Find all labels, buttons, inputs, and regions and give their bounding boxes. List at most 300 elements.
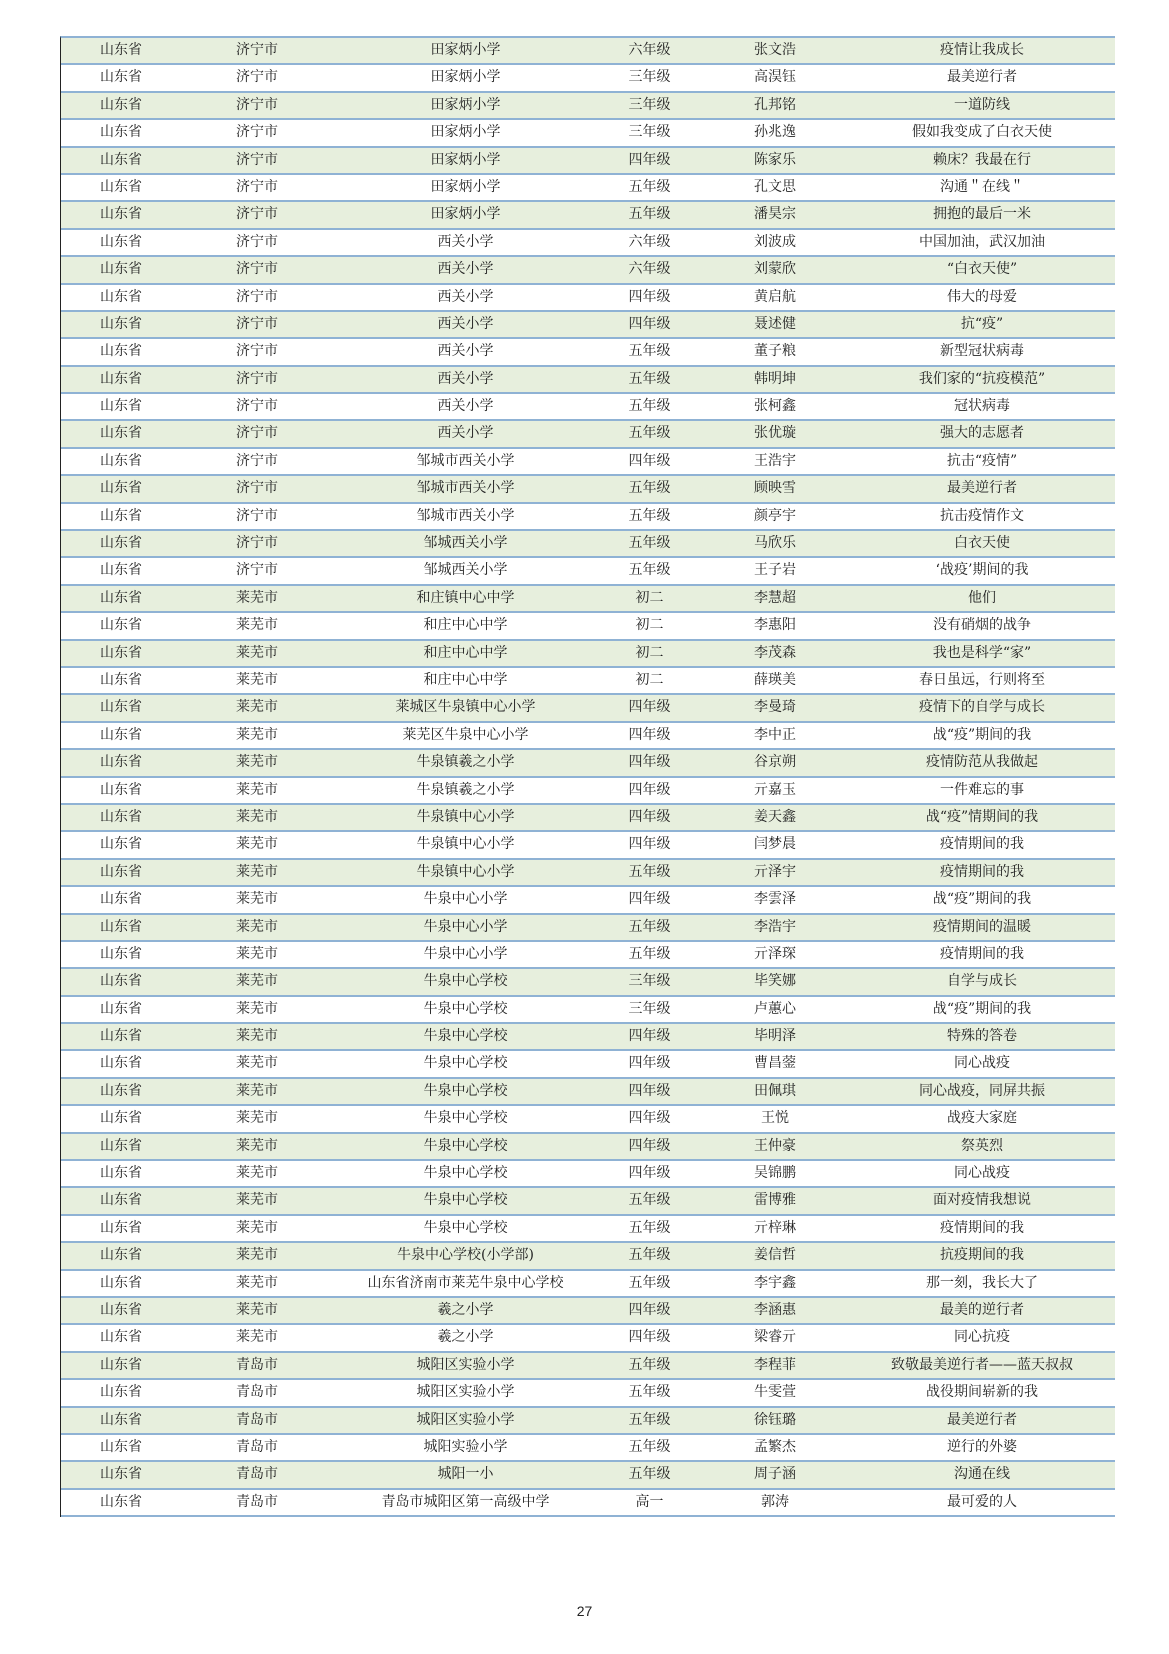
grade-cell: 初二 <box>635 671 664 688</box>
province-cell: 山东省 <box>100 781 142 798</box>
province-cell: 山东省 <box>100 1493 142 1510</box>
essay-title-cell: 伟大的母爱 <box>947 288 1017 305</box>
essay-title-cell: 战“疫”期间的我 <box>932 726 1032 743</box>
grade-cell: 四年级 <box>628 452 671 469</box>
city-cell: 莱芜市 <box>236 699 278 716</box>
grade-cell: 四年级 <box>628 891 671 908</box>
school-cell: 西关小学 <box>437 425 494 442</box>
essay-title-cell: 同心战疫 <box>954 1165 1010 1182</box>
table-row <box>61 1462 1115 1489</box>
school-cell: 田家炳小学 <box>430 151 501 168</box>
student-name-cell: 张文浩 <box>754 42 796 58</box>
city-cell: 济宁市 <box>236 343 278 360</box>
student-name-cell: 亓泽琛 <box>754 945 796 962</box>
grade-cell: 四年级 <box>628 754 671 771</box>
table-row <box>61 778 1115 805</box>
student-name-cell: 刘蒙欣 <box>754 261 796 278</box>
grade-cell: 五年级 <box>628 398 671 415</box>
essay-title-cell: 致敬最美逆行者——蓝天叔叔 <box>891 1356 1073 1373</box>
table-row <box>61 504 1115 531</box>
student-name-cell: 刘波成 <box>754 233 796 250</box>
city-cell: 济宁市 <box>236 398 278 415</box>
grade-cell: 六年级 <box>628 233 671 250</box>
grade-cell: 四年级 <box>628 151 671 168</box>
grade-cell: 高一 <box>635 1493 664 1510</box>
province-cell: 山东省 <box>100 1411 142 1428</box>
student-name-cell: 张柯鑫 <box>754 398 796 415</box>
grade-cell: 六年级 <box>628 261 671 278</box>
grade-cell: 五年级 <box>628 206 671 223</box>
province-cell: 山东省 <box>100 808 142 825</box>
province-cell: 山东省 <box>100 562 142 579</box>
city-cell: 济宁市 <box>236 535 278 552</box>
table-row <box>61 394 1115 421</box>
essay-title-cell: 他们 <box>968 589 996 606</box>
essay-title-cell: 抗疫期间的我 <box>940 1247 1024 1264</box>
grade-cell: 初二 <box>635 644 664 661</box>
grade-cell: 五年级 <box>628 863 671 880</box>
student-name-cell: 雷博雅 <box>754 1192 796 1209</box>
school-cell: 田家炳小学 <box>430 206 501 223</box>
student-name-cell: 李浩宇 <box>754 918 796 935</box>
city-cell: 莱芜市 <box>236 644 278 661</box>
table-row <box>61 93 1115 120</box>
grade-cell: 六年级 <box>628 42 671 58</box>
table-row <box>61 641 1115 668</box>
table-row <box>61 695 1115 722</box>
school-cell: 牛泉中心学校 <box>423 1110 508 1127</box>
province-cell: 山东省 <box>100 452 142 469</box>
student-name-cell: 颜亭宇 <box>754 507 796 524</box>
essay-title-cell: 一件难忘的事 <box>940 781 1024 798</box>
province-cell: 山东省 <box>100 425 142 442</box>
student-name-cell: 周子涵 <box>754 1466 796 1483</box>
table-row <box>61 175 1115 202</box>
grade-cell: 四年级 <box>628 1110 671 1127</box>
province-cell: 山东省 <box>100 617 142 634</box>
table-row <box>61 65 1115 92</box>
province-cell: 山东省 <box>100 1110 142 1127</box>
student-name-cell: 孟繁杰 <box>754 1438 796 1455</box>
city-cell: 莱芜市 <box>236 781 278 798</box>
school-cell: 牛泉中心小学 <box>423 891 508 908</box>
grade-cell: 四年级 <box>628 726 671 743</box>
table-row <box>61 1271 1115 1298</box>
student-name-cell: 李涵惠 <box>754 1301 796 1318</box>
school-cell: 西关小学 <box>437 288 494 305</box>
grade-cell: 四年级 <box>628 1055 671 1072</box>
city-cell: 济宁市 <box>236 42 278 58</box>
city-cell: 莱芜市 <box>236 589 278 606</box>
school-cell: 山东省济南市莱芜牛泉中心学校 <box>367 1274 564 1291</box>
student-name-cell: 曹昌蓥 <box>754 1055 796 1072</box>
city-cell: 莱芜市 <box>236 1028 278 1045</box>
grade-cell: 三年级 <box>628 69 671 86</box>
table-row <box>61 421 1115 448</box>
grade-cell: 三年级 <box>628 1000 671 1017</box>
essay-title-cell: 那一刻，我长大了 <box>926 1274 1038 1291</box>
city-cell: 济宁市 <box>236 151 278 168</box>
student-name-cell: 毕明泽 <box>754 1028 796 1045</box>
student-name-cell: 韩明坤 <box>754 370 796 387</box>
city-cell: 济宁市 <box>236 288 278 305</box>
grade-cell: 五年级 <box>628 1411 671 1428</box>
school-cell: 田家炳小学 <box>430 178 501 195</box>
grade-cell: 五年级 <box>628 1466 671 1483</box>
city-cell: 莱芜市 <box>236 945 278 962</box>
grade-cell: 四年级 <box>628 1082 671 1099</box>
city-cell: 莱芜市 <box>236 617 278 634</box>
city-cell: 莱芜市 <box>236 1110 278 1127</box>
school-cell: 邹城西关小学 <box>423 535 508 552</box>
grade-cell: 五年级 <box>628 918 671 935</box>
table-row <box>61 1380 1115 1407</box>
grade-cell: 四年级 <box>628 315 671 332</box>
school-cell: 邹城市西关小学 <box>416 452 515 469</box>
grade-cell: 五年级 <box>628 178 671 195</box>
essay-title-cell: ‘战疫’期间的我 <box>935 562 1029 579</box>
province-cell: 山东省 <box>100 699 142 716</box>
student-name-cell: 亓嘉玉 <box>754 781 796 798</box>
province-cell: 山东省 <box>100 1356 142 1373</box>
city-cell: 莱芜市 <box>236 1055 278 1072</box>
table-row <box>61 339 1115 366</box>
essay-title-cell: 逆行的外婆 <box>947 1438 1017 1455</box>
province-cell: 山东省 <box>100 1274 142 1291</box>
school-cell: 邹城市西关小学 <box>416 480 515 497</box>
school-cell: 和庄中心中学 <box>423 617 508 634</box>
table-row <box>61 750 1115 777</box>
province-cell: 山东省 <box>100 96 142 113</box>
city-cell: 莱芜市 <box>236 808 278 825</box>
city-cell: 济宁市 <box>236 425 278 442</box>
student-name-cell: 马欣乐 <box>754 535 796 552</box>
city-cell: 莱芜市 <box>236 726 278 743</box>
school-cell: 西关小学 <box>437 233 494 250</box>
province-cell: 山东省 <box>100 1247 142 1264</box>
city-cell: 莱芜市 <box>236 1192 278 1209</box>
grade-cell: 五年级 <box>628 507 671 524</box>
essay-title-cell: 最美逆行者 <box>947 69 1017 86</box>
school-cell: 莱城区牛泉镇中心小学 <box>395 699 536 716</box>
student-name-cell: 孙兆逸 <box>754 124 796 141</box>
student-name-cell: 李中正 <box>754 726 796 743</box>
student-name-cell: 姜信哲 <box>754 1247 796 1264</box>
essay-title-cell: 假如我变成了白衣天使 <box>912 124 1052 141</box>
grade-cell: 五年级 <box>628 370 671 387</box>
grade-cell: 四年级 <box>628 1028 671 1045</box>
grade-cell: 五年级 <box>628 480 671 497</box>
province-cell: 山东省 <box>100 945 142 962</box>
student-name-cell: 田佩琪 <box>754 1082 796 1099</box>
grade-cell: 四年级 <box>628 1165 671 1182</box>
province-cell: 山东省 <box>100 151 142 168</box>
grade-cell: 四年级 <box>628 1137 671 1154</box>
school-cell: 和庄镇中心中学 <box>416 589 515 606</box>
student-name-cell: 李程菲 <box>754 1356 796 1373</box>
table-row <box>61 285 1115 312</box>
province-cell: 山东省 <box>100 343 142 360</box>
school-cell: 城阳区实验小学 <box>416 1384 515 1401</box>
city-cell: 青岛市 <box>236 1493 278 1510</box>
student-name-cell: 牛雯萱 <box>754 1384 796 1401</box>
school-cell: 和庄中心中学 <box>423 671 508 688</box>
table-row <box>61 668 1115 695</box>
city-cell: 济宁市 <box>236 69 278 86</box>
essay-title-cell: 抗击疫情作文 <box>940 507 1024 524</box>
school-cell: 田家炳小学 <box>430 42 501 58</box>
province-cell: 山东省 <box>100 863 142 880</box>
grade-cell: 三年级 <box>628 973 671 990</box>
school-cell: 牛泉中心小学 <box>423 918 508 935</box>
table-row <box>61 1298 1115 1325</box>
essay-title-cell: 冠状病毒 <box>954 398 1010 415</box>
grade-cell: 四年级 <box>628 808 671 825</box>
school-cell: 牛泉中心学校 <box>423 1000 508 1017</box>
school-cell: 莱芜区牛泉中心小学 <box>402 726 529 743</box>
school-cell: 牛泉镇中心小学 <box>416 808 515 825</box>
table-row <box>61 312 1115 339</box>
school-cell: 邹城市西关小学 <box>416 507 515 524</box>
province-cell: 山东省 <box>100 233 142 250</box>
school-cell: 田家炳小学 <box>430 69 501 86</box>
essay-title-cell: 我们家的“抗疫模范” <box>918 370 1046 387</box>
student-name-cell: 郭涛 <box>761 1493 789 1510</box>
essay-title-cell: 战“疫”期间的我 <box>932 891 1032 908</box>
grade-cell: 四年级 <box>628 699 671 716</box>
school-cell: 西关小学 <box>437 370 494 387</box>
student-name-cell: 薛瑛美 <box>754 671 796 688</box>
school-cell: 牛泉中心小学 <box>423 945 508 962</box>
essay-title-cell: 中国加油，武汉加油 <box>919 233 1045 250</box>
city-cell: 莱芜市 <box>236 1165 278 1182</box>
student-name-cell: 王子岩 <box>754 562 796 579</box>
grade-cell: 四年级 <box>628 1329 671 1346</box>
essay-title-cell: 疫情期间的我 <box>940 863 1024 880</box>
province-cell: 山东省 <box>100 315 142 332</box>
table-row <box>61 915 1115 942</box>
table-row <box>61 860 1115 887</box>
table-row <box>61 257 1115 284</box>
province-cell: 山东省 <box>100 1219 142 1236</box>
student-name-cell: 顾映雪 <box>754 480 796 497</box>
grade-cell: 四年级 <box>628 1301 671 1318</box>
grade-cell: 五年级 <box>628 425 671 442</box>
province-cell: 山东省 <box>100 480 142 497</box>
province-cell: 山东省 <box>100 754 142 771</box>
essay-title-cell: 拥抱的最后一米 <box>933 206 1031 223</box>
essay-title-cell: 最美逆行者 <box>947 1411 1017 1428</box>
essay-title-cell: 同心战疫 <box>954 1055 1010 1072</box>
city-cell: 济宁市 <box>236 206 278 223</box>
table-row <box>61 1408 1115 1435</box>
essay-title-cell: 最美的逆行者 <box>940 1301 1024 1318</box>
school-cell: 牛泉中心学校 <box>423 1137 508 1154</box>
grade-cell: 五年级 <box>628 1356 671 1373</box>
essay-title-cell: 强大的志愿者 <box>940 425 1024 442</box>
province-cell: 山东省 <box>100 288 142 305</box>
province-cell: 山东省 <box>100 1082 142 1099</box>
student-name-cell: 卢蕙心 <box>754 1000 796 1017</box>
student-name-cell: 李宇鑫 <box>754 1274 796 1291</box>
province-cell: 山东省 <box>100 69 142 86</box>
province-cell: 山东省 <box>100 973 142 990</box>
essay-title-cell: 春日虽远，行则将至 <box>919 671 1045 688</box>
essay-title-cell: 疫情期间的我 <box>940 836 1024 853</box>
school-cell: 牛泉中心学校 <box>423 1055 508 1072</box>
grade-cell: 五年级 <box>628 1274 671 1291</box>
student-name-cell: 王浩宇 <box>754 452 796 469</box>
table-row <box>61 1325 1115 1352</box>
table-row <box>61 805 1115 832</box>
school-cell: 城阳区实验小学 <box>416 1356 515 1373</box>
essay-title-cell: 我也是科学“家” <box>932 644 1032 661</box>
city-cell: 济宁市 <box>236 124 278 141</box>
table-row <box>61 1188 1115 1215</box>
essay-title-cell: 战役期间崭新的我 <box>926 1384 1038 1401</box>
city-cell: 济宁市 <box>236 233 278 250</box>
province-cell: 山东省 <box>100 1192 142 1209</box>
province-cell: 山东省 <box>100 726 142 743</box>
school-cell: 牛泉中心学校 <box>423 1192 508 1209</box>
province-cell: 山东省 <box>100 1329 142 1346</box>
school-cell: 城阳区实验小学 <box>416 1411 515 1428</box>
province-cell: 山东省 <box>100 370 142 387</box>
city-cell: 莱芜市 <box>236 863 278 880</box>
table-row <box>61 1051 1115 1078</box>
student-name-cell: 闫梦晨 <box>754 836 796 853</box>
school-cell: 牛泉中心学校 <box>423 1219 508 1236</box>
essay-title-cell: 没有硝烟的战争 <box>933 617 1031 634</box>
school-cell: 西关小学 <box>437 261 494 278</box>
school-cell: 牛泉中心学校 <box>423 1082 508 1099</box>
city-cell: 莱芜市 <box>236 671 278 688</box>
table-row <box>61 1353 1115 1380</box>
city-cell: 莱芜市 <box>236 973 278 990</box>
table-row <box>61 1161 1115 1188</box>
school-cell: 西关小学 <box>437 315 494 332</box>
city-cell: 莱芜市 <box>236 1274 278 1291</box>
school-cell: 田家炳小学 <box>430 96 501 113</box>
city-cell: 莱芜市 <box>236 891 278 908</box>
table-row <box>61 202 1115 229</box>
table-row <box>61 887 1115 914</box>
student-name-cell: 王悦 <box>761 1110 789 1127</box>
essay-title-cell: 祭英烈 <box>961 1137 1003 1154</box>
province-cell: 山东省 <box>100 1055 142 1072</box>
table-row <box>61 120 1115 147</box>
table-row <box>61 367 1115 394</box>
school-cell: 牛泉镇中心小学 <box>416 863 515 880</box>
city-cell: 济宁市 <box>236 315 278 332</box>
province-cell: 山东省 <box>100 124 142 141</box>
province-cell: 山东省 <box>100 206 142 223</box>
table-row <box>61 1243 1115 1270</box>
city-cell: 莱芜市 <box>236 1000 278 1017</box>
student-name-cell: 谷京朔 <box>754 754 796 771</box>
table-row <box>61 997 1115 1024</box>
essay-title-cell: 一道防线 <box>954 96 1010 113</box>
table-row <box>61 969 1115 996</box>
city-cell: 济宁市 <box>236 261 278 278</box>
student-name-cell: 陈家乐 <box>754 151 796 168</box>
student-name-cell: 吴锦鹏 <box>754 1165 796 1182</box>
essay-title-cell: 疫情下的自学与成长 <box>919 699 1045 716</box>
table-row <box>61 832 1115 859</box>
table-row <box>61 531 1115 558</box>
city-cell: 青岛市 <box>236 1384 278 1401</box>
table-row <box>61 476 1115 503</box>
city-cell: 济宁市 <box>236 507 278 524</box>
city-cell: 莱芜市 <box>236 1219 278 1236</box>
school-cell: 田家炳小学 <box>430 124 501 141</box>
student-name-cell: 董子粮 <box>754 343 796 360</box>
table-row <box>61 1435 1115 1462</box>
essay-title-cell: 特殊的答卷 <box>947 1028 1017 1045</box>
student-name-cell: 李曼琦 <box>754 699 796 716</box>
table-row <box>61 1024 1115 1051</box>
essay-title-cell: 疫情期间的温暖 <box>933 918 1031 935</box>
grade-cell: 五年级 <box>628 562 671 579</box>
province-cell: 山东省 <box>100 644 142 661</box>
table-row <box>61 1490 1115 1517</box>
essay-title-cell: 疫情让我成长 <box>940 42 1024 58</box>
province-cell: 山东省 <box>100 535 142 552</box>
table-row <box>61 723 1115 750</box>
grade-cell: 四年级 <box>628 781 671 798</box>
province-cell: 山东省 <box>100 42 142 58</box>
city-cell: 济宁市 <box>236 370 278 387</box>
table-row <box>61 942 1115 969</box>
grade-cell: 三年级 <box>628 124 671 141</box>
essay-title-cell: 沟通＂在线＂ <box>940 178 1024 195</box>
student-name-cell: 黄启航 <box>754 288 796 305</box>
city-cell: 莱芜市 <box>236 1247 278 1264</box>
page-number: 27 <box>576 1603 593 1619</box>
school-cell: 牛泉镇中心小学 <box>416 836 515 853</box>
essay-title-cell: “白衣天使” <box>946 261 1018 278</box>
province-cell: 山东省 <box>100 507 142 524</box>
city-cell: 莱芜市 <box>236 754 278 771</box>
province-cell: 山东省 <box>100 836 142 853</box>
student-name-cell: 李茂森 <box>754 644 796 661</box>
essay-title-cell: 自学与成长 <box>947 973 1017 990</box>
grade-cell: 五年级 <box>628 1219 671 1236</box>
province-cell: 山东省 <box>100 1000 142 1017</box>
province-cell: 山东省 <box>100 1384 142 1401</box>
city-cell: 青岛市 <box>236 1466 278 1483</box>
city-cell: 莱芜市 <box>236 1137 278 1154</box>
province-cell: 山东省 <box>100 1301 142 1318</box>
table-row <box>61 613 1115 640</box>
province-cell: 山东省 <box>100 918 142 935</box>
school-cell: 牛泉中心学校 <box>423 1165 508 1182</box>
table-row <box>61 1216 1115 1243</box>
essay-title-cell: 战“疫”情期间的我 <box>925 808 1039 825</box>
grade-cell: 五年级 <box>628 1192 671 1209</box>
essay-title-cell: 抗“疫” <box>960 315 1004 332</box>
student-name-cell: 姜天鑫 <box>754 808 796 825</box>
table-row <box>61 586 1115 613</box>
school-cell: 羲之小学 <box>437 1301 494 1318</box>
city-cell: 济宁市 <box>236 480 278 497</box>
essay-title-cell: 抗击“疫情” <box>946 452 1018 469</box>
student-name-cell: 孔邦铭 <box>754 96 796 113</box>
school-cell: 西关小学 <box>437 343 494 360</box>
grade-cell: 四年级 <box>628 836 671 853</box>
student-name-cell: 徐钰璐 <box>754 1411 796 1428</box>
school-cell: 青岛市城阳区第一高级中学 <box>381 1493 550 1510</box>
